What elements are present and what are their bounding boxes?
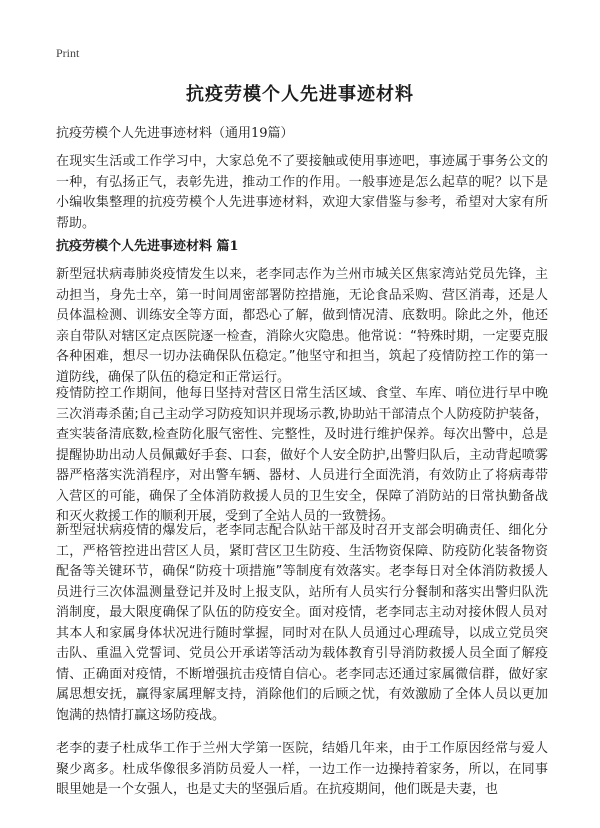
body-paragraph-4: 老李的妻子杜成华工作于兰州大学第一医院，结婚几年来，由于工作原因经常与爱人聚少离多。杜成华像很多消防员爱人一样，一边工作一边操持着家务，所以，在同事眼里她是一个女强人，也是丈夫的坚强后盾。在抗疫期间，他们既是夫妻，也 (56, 741, 548, 797)
print-label[interactable]: Print (56, 46, 80, 60)
body-paragraph-3: 新型冠状病疫情的爆发后，老李同志配合队站干部及时召开支部会明确责任、细化分工，严格管控进出营区人员，紧盯营区卫生防疫、生活物资保障、防疫防化装备物资配备等关键环节，确保“防疫十项措施”等制度有效落实。老李每日对全体消防救援人员进行三次体温测量登记并及时上报支队，站所有人员实行分餐制和落实出警归队洗消制度，最大限度确保了队伍的防疫安全。面对疫情，老李同志主动对接休假人员对其本人和家属身体状况进行随时掌握，同时对在队人员通过心理疏导，以成立党员突击队、重温入党誓词、党员公开承诺等活动为载体教育引导消防救援人员全面了解疫情、正确面对疫情，不断增强抗击疫情自信心。老李同志还通过家属微信群，做好家属思想安抚，赢得家属理解支持，消除他们的后顾之忧，有效激励了全体人员以更加饱满的热情打赢这场防疫战。 (56, 523, 548, 723)
section-heading: 抗疫劳模个人先进事迹材料 篇1 (56, 239, 239, 254)
intro-paragraph: 在现实生活或工作学习中，大家总免不了要接触或使用事迹吧，事迹属于事务公文的一种，有弘扬正气，表彰先进，推动工作的作用。一般事迹是怎么起草的呢？以下是小编收集整理的抗疫劳模个人先进事迹材料，欢迎大家借鉴与参考，希望对大家有所帮助。 (56, 154, 548, 231)
document-subtitle: 抗疫劳模个人先进事迹材料（通用19篇） (56, 126, 294, 141)
page-title: 抗疫劳模个人先进事迹材料 (186, 84, 414, 105)
body-paragraph-2: 疫情防控工作期间，他每日坚持对营区日常生活区域、食堂、车库、哨位进行早中晚三次消毒杀菌;自己主动学习防疫知识并现场示教,协助站干部清点个人防疫防护装备，查实装备清底数,检查防化服气密性、完整性，及时进行维护保养。每次出警中，总是提醒协助出动人员佩戴好手套、口套，做好个人安全防护,出警归队后，主动背起喷雾器严格落实洗消程序，对出警车辆、器材、人员进行全面洗消，有效防止了将病毒带入营区的可能，确保了全体消防救援人员的卫生安全，保障了消防站的日常执勤备战和灭火救援工作的顺利开展，受到了全站人员的一致赞扬。 (56, 386, 548, 524)
body-paragraph-1: 新型冠状病毒肺炎疫情发生以来，老李同志作为兰州市城关区焦家湾站党员先锋，主动担当，身先士卒，第一时间周密部署防控措施，无论食品采购、营区消毒，还是人员体温检测、训练安全等方面，都恐心了解，做到情况清、底数明。除此之外，他还亲自带队对辖区定点医院逐一检查，消除火灾隐患。他常说：“特殊时期，一定要克服各种困难，想尽一切办法确保队伍稳定。”他坚守和担当，筑起了疫情防控工作的第一道防线，确保了队伍的稳定和正常运行。 (56, 267, 548, 385)
